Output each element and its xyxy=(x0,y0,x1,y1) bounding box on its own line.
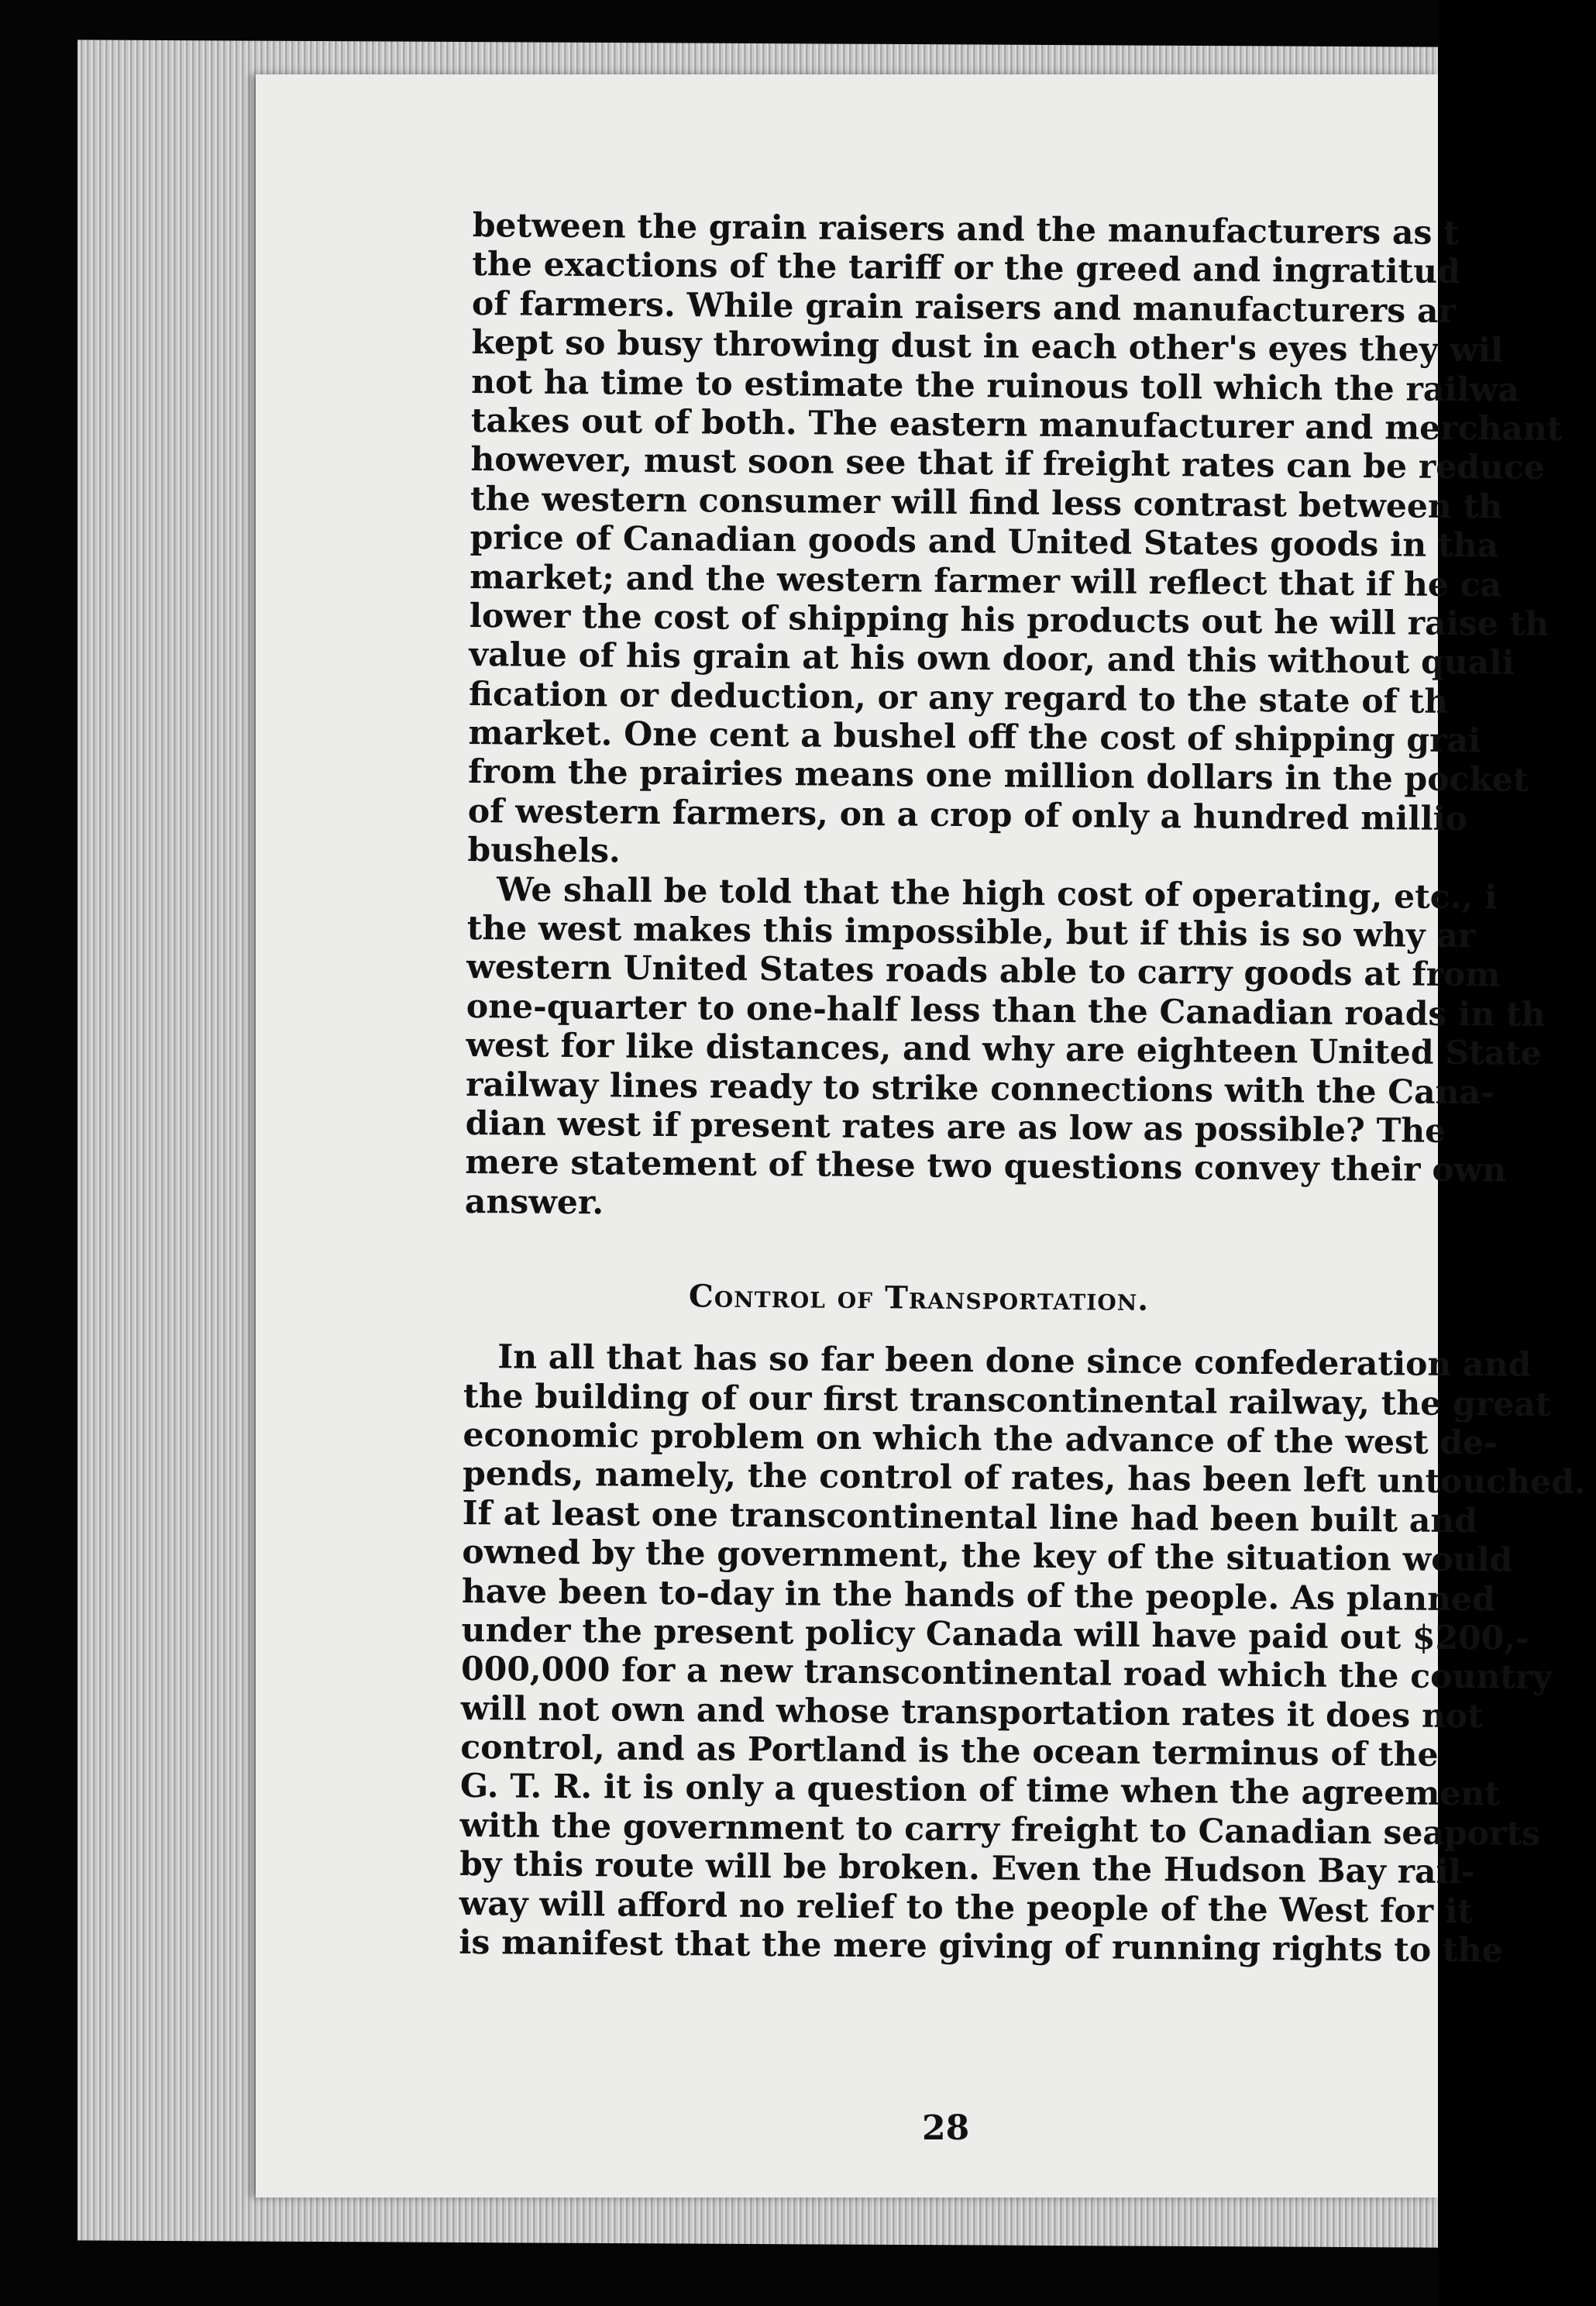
text-line: value of his grain at his own door, and this without quali xyxy=(469,635,1515,683)
text-line: one-quarter to one-half less than the Canadian roads in th xyxy=(466,986,1546,1034)
text-line: answer. xyxy=(464,1182,604,1223)
text-line: is manifest that the mere giving of running rights to the xyxy=(459,1922,1503,1970)
text-line: railway lines ready to strike connections with the Cana- xyxy=(465,1065,1495,1112)
text-line: kept so busy throwing dust in each other's eyes they wil xyxy=(471,323,1504,370)
text-line: 000,000 for a new transcontinental road which the country xyxy=(460,1650,1553,1698)
text-line: with the government to carry freight to Canadian seaports xyxy=(459,1805,1541,1853)
text-line: the western consumer will find less contrast between th xyxy=(470,479,1503,527)
printed-page xyxy=(256,74,1586,2198)
text-line: market; and the western farmer will reflect that if he ca xyxy=(470,557,1502,604)
text-line: of western farmers, on a crop of only a hundred millio xyxy=(467,791,1468,838)
text-line: If at least one transcontinental line had been built and xyxy=(462,1493,1478,1540)
text-line: market. One cent a bushel off the cost of shipping grai xyxy=(468,714,1481,761)
text-line: western United States roads able to carry goods at from xyxy=(466,948,1501,995)
text-line: will not own and whose transportation rates it does not xyxy=(460,1688,1484,1736)
text-line: from the prairies means one million dollars in the pocket xyxy=(468,752,1529,800)
text-line: economic problem on which the advance of the west de- xyxy=(463,1415,1498,1463)
text-line: lower the cost of shipping his products out he will raise th xyxy=(469,596,1550,644)
paragraph-1 xyxy=(467,206,1563,877)
section-heading: Control of Transportation. xyxy=(688,1278,1150,1319)
text-line: control, and as Portland is the ocean terminus of the xyxy=(460,1728,1439,1774)
text-line: We shall be told that the high cost of operating, etc., i xyxy=(496,869,1498,917)
paragraph-3 xyxy=(459,1337,1586,1970)
text-line: mere statement of these two questions convey their own xyxy=(465,1143,1507,1190)
text-line: have been to-day in the hands of the people. As planned xyxy=(461,1571,1495,1619)
page-number: 28 xyxy=(922,2108,970,2148)
text-line: the west makes this impossible, but if this is so why ar xyxy=(466,909,1476,956)
text-line: bushels. xyxy=(467,831,621,871)
text-line: In all that has so far been done since confederation and xyxy=(497,1337,1532,1385)
text-line: under the present policy Canada will have paid out $200,- xyxy=(461,1610,1529,1658)
text-line: the exactions of the tariff or the greed and ingratitud xyxy=(472,245,1460,292)
text-line: fication or deduction, or any regard to the state of th xyxy=(468,674,1449,721)
text-line: way will afford no relief to the people of the West for it xyxy=(459,1884,1473,1931)
body-text xyxy=(459,206,1586,1970)
text-line: by this route will be broken. Even the Hudson Bay rail- xyxy=(459,1845,1475,1892)
text-line: of farmers. While grain raisers and manufacturers ar xyxy=(471,284,1457,331)
text-line: west for like distances, and why are eighteen United State xyxy=(466,1026,1543,1074)
text-line: dian west if present rates are as low as possible? The xyxy=(465,1103,1446,1151)
text-line: owned by the government, the key of the situation would xyxy=(462,1533,1513,1580)
text-line: the building of our first transcontinental railway, the great xyxy=(463,1376,1551,1424)
text-line: price of Canadian goods and United States goods in tha xyxy=(470,518,1499,566)
text-line: however, must soon see that if freight rates can be reduce xyxy=(470,440,1546,488)
text-line: not ha time to estimate the ruinous toll which the railwa xyxy=(471,362,1520,410)
text-line: between the grain raisers and the manufacturers as t xyxy=(472,206,1460,253)
text-line: takes out of both. The eastern manufacturer and merchant xyxy=(470,401,1563,449)
text-line: G. T. R. it is only a question of time when the agreement xyxy=(459,1767,1501,1814)
text-line: pends, namely, the control of rates, has been left untouched. xyxy=(462,1454,1586,1502)
paragraph-2 xyxy=(464,869,1546,1229)
